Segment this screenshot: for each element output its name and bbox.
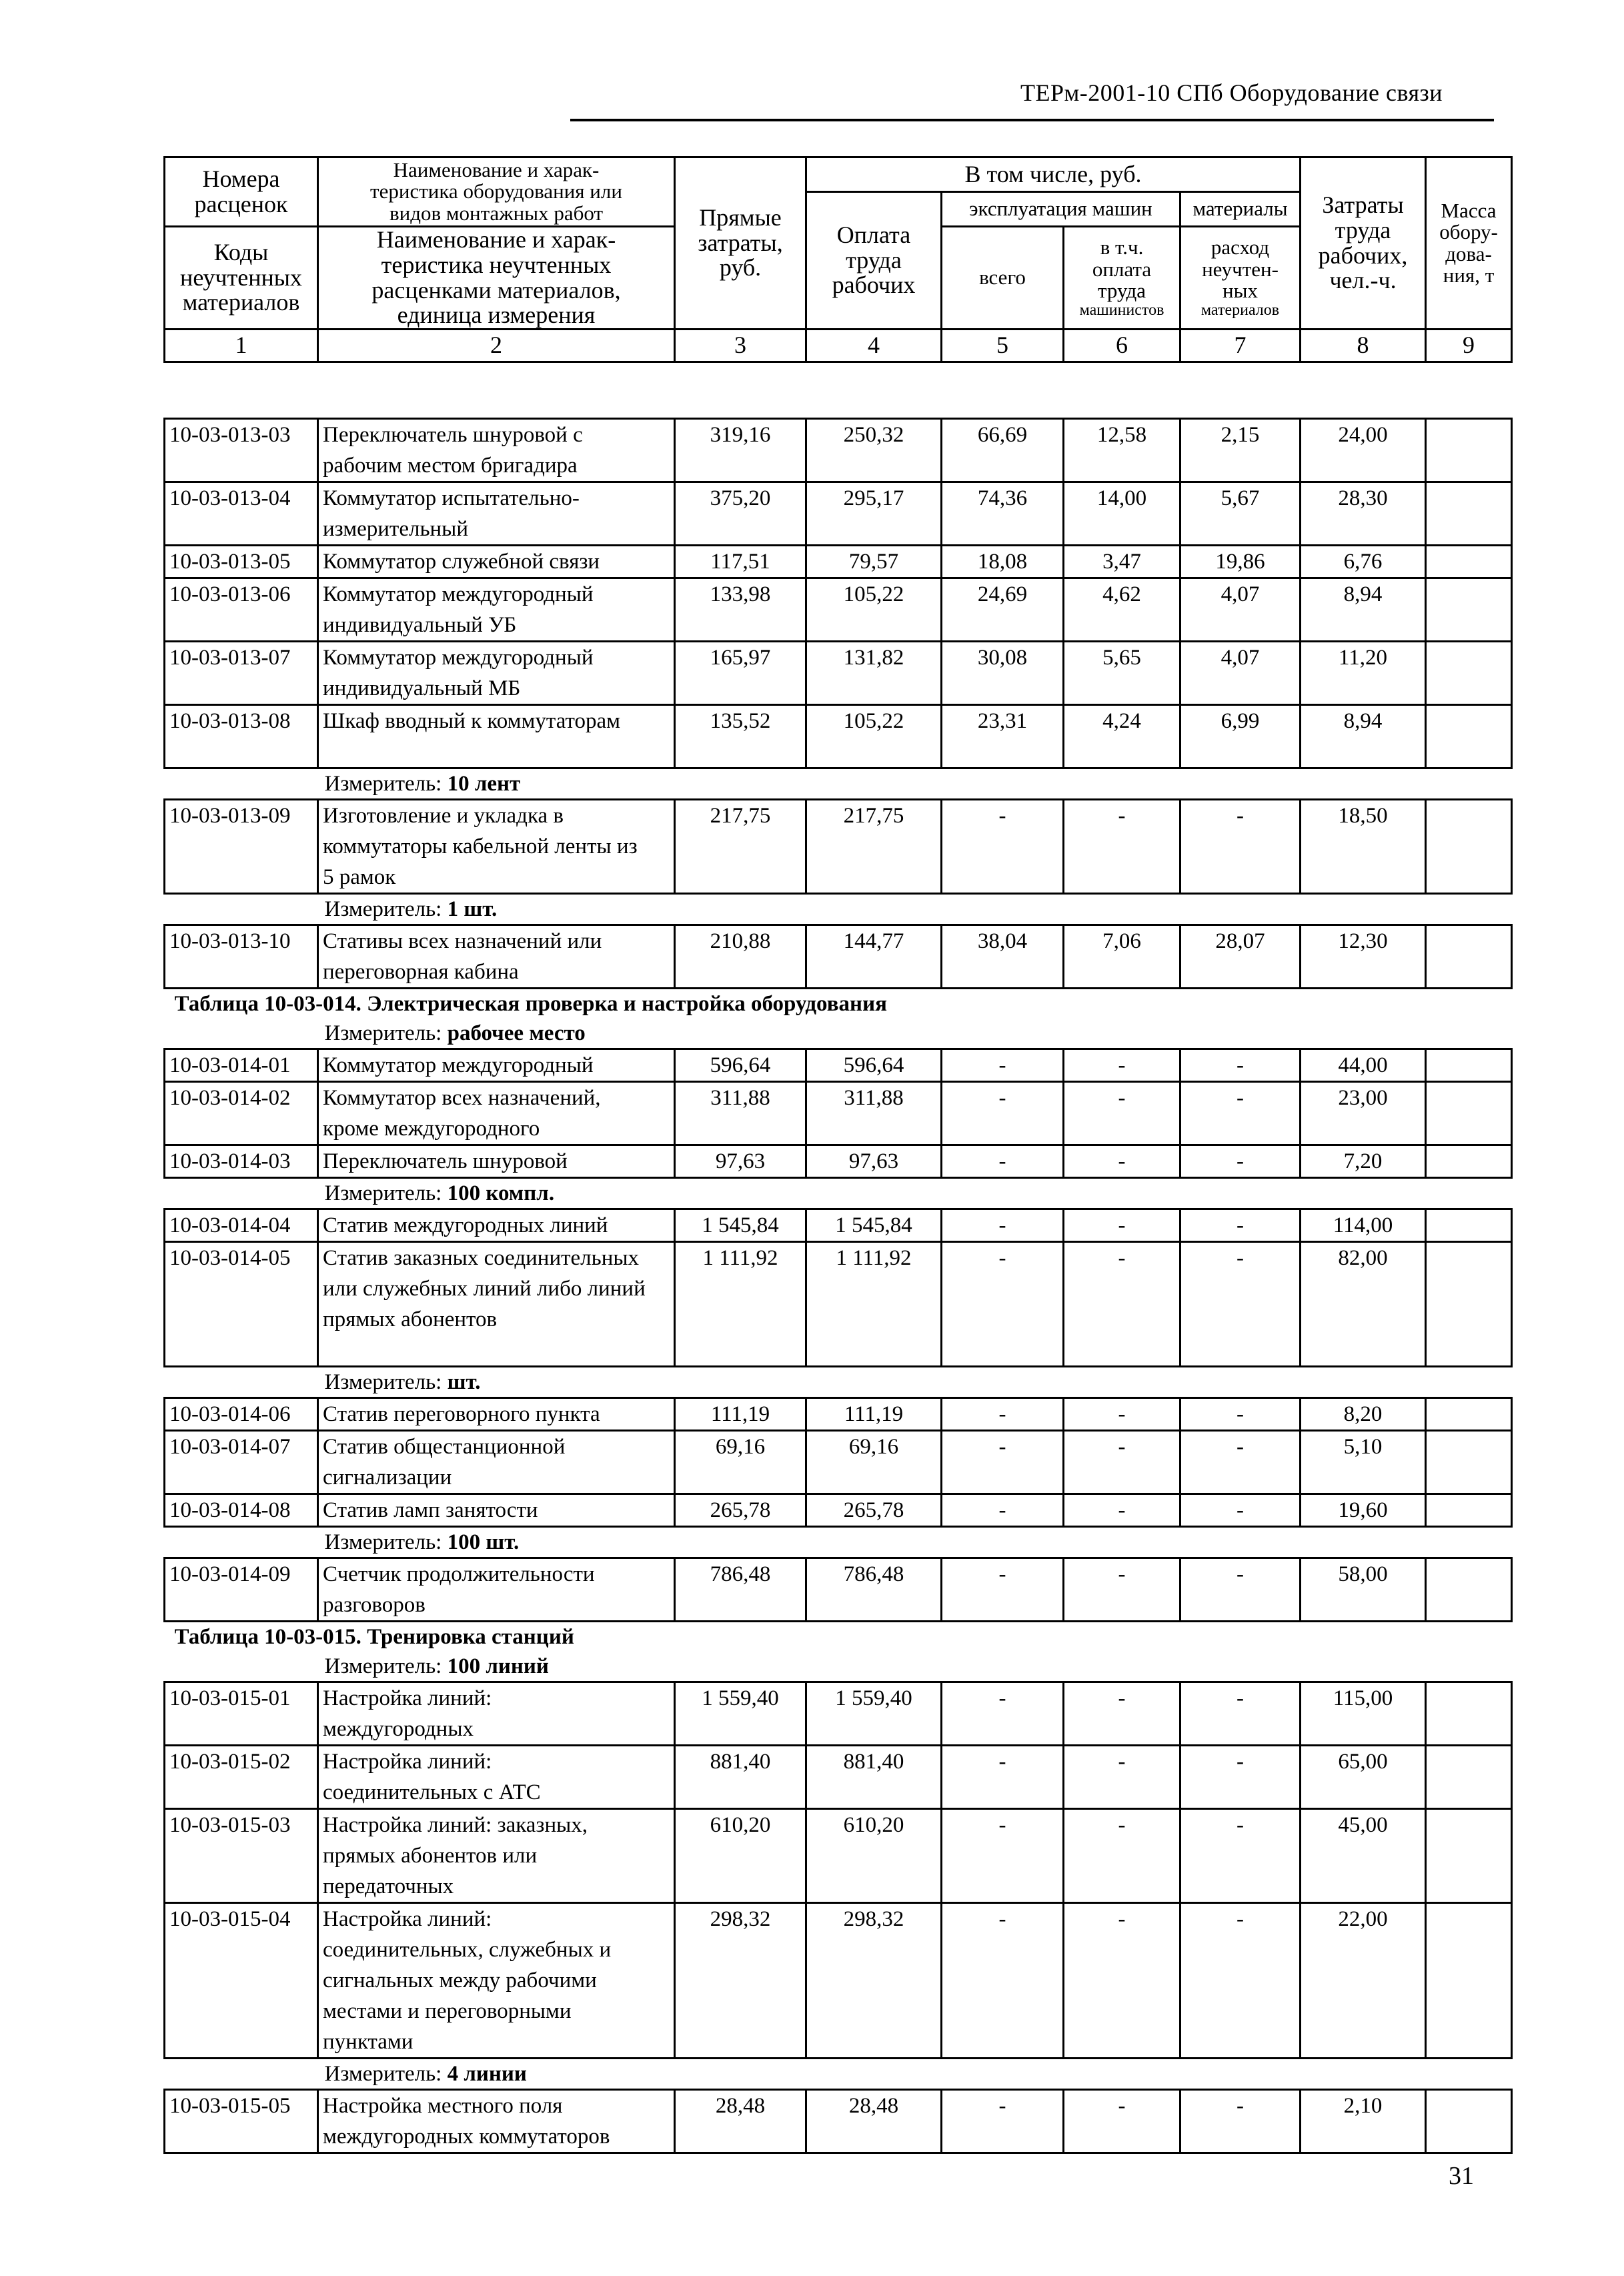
materials-use: - <box>1180 1494 1301 1527</box>
equipment-mass <box>1426 1082 1512 1145</box>
materials-use: - <box>1180 1431 1301 1494</box>
table-row <box>165 1082 1512 1145</box>
machinists-pay: - <box>1064 1494 1180 1527</box>
machinists-pay: - <box>1064 1682 1180 1746</box>
machines-total: - <box>942 1209 1064 1242</box>
labor-hours: 22,00 <box>1301 1903 1426 2059</box>
rate-code: 10-03-014-06 <box>165 1398 318 1431</box>
direct-costs: 1 111,92 <box>675 1242 806 1367</box>
table-spacer <box>165 379 1512 419</box>
machines-total: 66,69 <box>942 419 1064 482</box>
machines-total: - <box>942 1082 1064 1145</box>
table-row <box>165 419 1512 482</box>
unit-of-measure <box>165 1019 1512 1049</box>
machines-total: - <box>942 1682 1064 1746</box>
rate-name: Настройка линий: соединительных с АТС <box>318 1746 675 1809</box>
direct-costs: 217,75 <box>675 800 806 894</box>
labor-hours: 7,20 <box>1301 1145 1426 1178</box>
equipment-mass <box>1426 1809 1512 1903</box>
rate-name: Коммутатор междугородный <box>318 1049 675 1082</box>
machines-total: - <box>942 1903 1064 2059</box>
table-row <box>165 546 1512 578</box>
labor-hours: 115,00 <box>1301 1682 1426 1746</box>
labor-hours: 24,00 <box>1301 419 1426 482</box>
direct-costs: 786,48 <box>675 1558 806 1622</box>
labor-pay: 298,32 <box>806 1903 942 2059</box>
rate-code: 10-03-015-03 <box>165 1809 318 1903</box>
machinists-pay: - <box>1064 1082 1180 1145</box>
header-machines: эксплуатация машин <box>942 192 1180 227</box>
page-number: 31 <box>1449 2162 1474 2190</box>
unit-label: Измеритель: <box>324 772 442 796</box>
rate-code: 10-03-013-03 <box>165 419 318 482</box>
materials-use: - <box>1180 1209 1301 1242</box>
labor-pay: 265,78 <box>806 1494 942 1527</box>
materials-use: - <box>1180 1809 1301 1903</box>
labor-hours: 44,00 <box>1301 1049 1426 1082</box>
direct-costs: 375,20 <box>675 482 806 546</box>
equipment-mass <box>1426 546 1512 578</box>
machines-total: 23,31 <box>942 705 1064 768</box>
labor-hours: 28,30 <box>1301 482 1426 546</box>
equipment-mass <box>1426 2090 1512 2153</box>
machines-total: - <box>942 1145 1064 1178</box>
unit-of-measure <box>165 894 1512 925</box>
rate-name: Коммутатор всех назначений, кроме междугородного <box>318 1082 675 1145</box>
unit-value: 10 лент <box>447 772 521 796</box>
direct-costs: 111,19 <box>675 1398 806 1431</box>
direct-costs: 117,51 <box>675 546 806 578</box>
machines-total: - <box>942 2090 1064 2153</box>
materials-use: - <box>1180 1903 1301 2059</box>
unit-label: Измеритель: <box>324 2062 442 2086</box>
equipment-mass <box>1426 1431 1512 1494</box>
direct-costs: 28,48 <box>675 2090 806 2153</box>
header-column-numbers: 1 2 3 4 5 6 7 8 9 <box>165 330 1512 362</box>
unit-value: 100 компл. <box>447 1181 555 1205</box>
unit-label: Измеритель: <box>324 897 442 921</box>
rate-name: Шкаф вводный к коммутаторам <box>318 705 675 768</box>
rate-code: 10-03-013-05 <box>165 546 318 578</box>
header-name-top: Наименование и харак- теристика оборудования или видов монтажных работ <box>318 157 675 227</box>
header-including: В том числе, руб. <box>806 157 1301 192</box>
machines-total: - <box>942 1242 1064 1367</box>
materials-use: - <box>1180 1049 1301 1082</box>
labor-pay: 105,22 <box>806 578 942 642</box>
table-row <box>165 642 1512 705</box>
labor-pay: 97,63 <box>806 1145 942 1178</box>
unit-value: рабочее место <box>447 1021 586 1045</box>
labor-hours: 114,00 <box>1301 1209 1426 1242</box>
header-labor-hours: Затраты труда рабочих, чел.-ч. <box>1301 157 1426 330</box>
machinists-pay: - <box>1064 1209 1180 1242</box>
machines-total: 18,08 <box>942 546 1064 578</box>
direct-costs: 881,40 <box>675 1746 806 1809</box>
machines-total: 30,08 <box>942 642 1064 705</box>
header-machines-total: всего <box>942 227 1064 330</box>
equipment-mass <box>1426 1145 1512 1178</box>
rate-code: 10-03-013-09 <box>165 800 318 894</box>
unit-of-measure <box>165 1652 1512 1682</box>
labor-pay: 311,88 <box>806 1082 942 1145</box>
unit-value: 1 шт. <box>447 897 498 921</box>
equipment-mass <box>1426 642 1512 705</box>
labor-pay: 786,48 <box>806 1558 942 1622</box>
materials-use: 5,67 <box>1180 482 1301 546</box>
machinists-pay: - <box>1064 1431 1180 1494</box>
machinists-pay: 4,24 <box>1064 705 1180 768</box>
table-row <box>165 2090 1512 2153</box>
materials-use: - <box>1180 1558 1301 1622</box>
machines-total: 24,69 <box>942 578 1064 642</box>
materials-use: 19,86 <box>1180 546 1301 578</box>
equipment-mass <box>1426 800 1512 894</box>
labor-pay: 111,19 <box>806 1398 942 1431</box>
equipment-mass <box>1426 705 1512 768</box>
materials-use: - <box>1180 1398 1301 1431</box>
materials-use: 2,15 <box>1180 419 1301 482</box>
unit-label: Измеритель: <box>324 1370 442 1394</box>
labor-hours: 65,00 <box>1301 1746 1426 1809</box>
table-row <box>165 1398 1512 1431</box>
direct-costs: 265,78 <box>675 1494 806 1527</box>
machines-total: - <box>942 1431 1064 1494</box>
direct-costs: 319,16 <box>675 419 806 482</box>
equipment-mass <box>1426 1746 1512 1809</box>
direct-costs: 610,20 <box>675 1809 806 1903</box>
labor-pay: 131,82 <box>806 642 942 705</box>
table-caption: Таблица 10-03-015. Тренировка станций <box>174 1625 574 1649</box>
rate-name: Стативы всех назначений или переговорная кабина <box>318 925 675 989</box>
table-row <box>165 1494 1512 1527</box>
direct-costs: 97,63 <box>675 1145 806 1178</box>
unit-value: 4 линии <box>447 2062 527 2086</box>
unit-of-measure <box>165 1178 1512 1209</box>
rate-code: 10-03-013-06 <box>165 578 318 642</box>
rate-name: Переключатель шнуровой с рабочим местом бригадира <box>318 419 675 482</box>
table-caption: Таблица 10-03-014. Электрическая проверка и настройка оборудования <box>174 992 887 1016</box>
equipment-mass <box>1426 419 1512 482</box>
table-row <box>165 1431 1512 1494</box>
direct-costs: 1 559,40 <box>675 1682 806 1746</box>
rate-name: Настройка линий: междугородных <box>318 1682 675 1746</box>
labor-hours: 6,76 <box>1301 546 1426 578</box>
materials-use: 4,07 <box>1180 578 1301 642</box>
equipment-mass <box>1426 925 1512 989</box>
rate-code: 10-03-014-04 <box>165 1209 318 1242</box>
labor-pay: 28,48 <box>806 2090 942 2153</box>
labor-hours: 18,50 <box>1301 800 1426 894</box>
rate-code: 10-03-014-08 <box>165 1494 318 1527</box>
rate-code: 10-03-013-08 <box>165 705 318 768</box>
header-name-bottom: Наименование и харак- теристика неучтенных расценками материалов, единица измерения <box>318 227 675 330</box>
table-row <box>165 705 1512 768</box>
table-row <box>165 1558 1512 1622</box>
unit-label: Измеритель: <box>324 1181 442 1205</box>
direct-costs: 210,88 <box>675 925 806 989</box>
materials-use: - <box>1180 1682 1301 1746</box>
labor-pay: 610,20 <box>806 1809 942 1903</box>
rate-name: Переключатель шнуровой <box>318 1145 675 1178</box>
labor-hours: 11,20 <box>1301 642 1426 705</box>
direct-costs: 69,16 <box>675 1431 806 1494</box>
machinists-pay: - <box>1064 800 1180 894</box>
rates-table <box>163 379 1513 2154</box>
header-materials: материалы <box>1180 192 1301 227</box>
unit-of-measure <box>165 2059 1512 2090</box>
labor-hours: 23,00 <box>1301 1082 1426 1145</box>
labor-pay: 1 545,84 <box>806 1209 942 1242</box>
unit-label: Измеритель: <box>324 1021 442 1045</box>
machinists-pay: - <box>1064 1558 1180 1622</box>
direct-costs: 135,52 <box>675 705 806 768</box>
machines-total: - <box>942 1494 1064 1527</box>
equipment-mass <box>1426 1242 1512 1367</box>
materials-use: - <box>1180 1746 1301 1809</box>
labor-hours: 8,94 <box>1301 578 1426 642</box>
header-mass: Масса обору- дова- ния, т <box>1426 157 1512 330</box>
table-row <box>165 1049 1512 1082</box>
equipment-mass <box>1426 1398 1512 1431</box>
machinists-pay: - <box>1064 1746 1180 1809</box>
equipment-mass <box>1426 1682 1512 1746</box>
rate-name: Коммутатор междугородный индивидуальный МБ <box>318 642 675 705</box>
unit-of-measure <box>165 1367 1512 1398</box>
labor-pay: 250,32 <box>806 419 942 482</box>
rate-name: Статив переговорного пункта <box>318 1398 675 1431</box>
table-row <box>165 1746 1512 1809</box>
header-codes-top: Номера расценок <box>165 157 318 227</box>
unit-of-measure <box>165 1527 1512 1558</box>
machines-total: - <box>942 1746 1064 1809</box>
equipment-mass <box>1426 1903 1512 2059</box>
machinists-pay: - <box>1064 1809 1180 1903</box>
table-row <box>165 1903 1512 2059</box>
machines-total: 74,36 <box>942 482 1064 546</box>
rate-code: 10-03-013-04 <box>165 482 318 546</box>
machinists-pay: 14,00 <box>1064 482 1180 546</box>
table-row <box>165 925 1512 989</box>
table-row <box>165 482 1512 546</box>
direct-costs: 298,32 <box>675 1903 806 2059</box>
machines-total: - <box>942 1809 1064 1903</box>
table-row <box>165 578 1512 642</box>
machinists-pay: - <box>1064 1049 1180 1082</box>
machinists-pay: 12,58 <box>1064 419 1180 482</box>
machinists-pay: 4,62 <box>1064 578 1180 642</box>
labor-hours: 45,00 <box>1301 1809 1426 1903</box>
unit-value: 100 линий <box>447 1654 549 1678</box>
rate-code: 10-03-015-02 <box>165 1746 318 1809</box>
materials-use: 6,99 <box>1180 705 1301 768</box>
equipment-mass <box>1426 1558 1512 1622</box>
rate-code: 10-03-014-09 <box>165 1558 318 1622</box>
rate-name: Изготовление и укладка в коммутаторы кабельной ленты из 5 рамок <box>318 800 675 894</box>
direct-costs: 133,98 <box>675 578 806 642</box>
rate-name: Статив заказных соединительных или служебных линий либо линий прямых абонентов <box>318 1242 675 1367</box>
table-row <box>165 1809 1512 1903</box>
machinists-pay: - <box>1064 2090 1180 2153</box>
rate-name: Статив междугородных линий <box>318 1209 675 1242</box>
equipment-mass <box>1426 482 1512 546</box>
materials-use: - <box>1180 2090 1301 2153</box>
header-machinists-pay: в т.ч. оплата труда машинистов <box>1064 227 1180 330</box>
labor-pay: 596,64 <box>806 1049 942 1082</box>
labor-hours: 5,10 <box>1301 1431 1426 1494</box>
direct-costs: 1 545,84 <box>675 1209 806 1242</box>
rate-code: 10-03-013-07 <box>165 642 318 705</box>
direct-costs: 311,88 <box>675 1082 806 1145</box>
rate-name: Настройка линий: соединительных, служебных и сигнальных между рабочими местами и переговорными пунктами <box>318 1903 675 2059</box>
materials-use: - <box>1180 1145 1301 1178</box>
unit-label: Измеритель: <box>324 1530 442 1554</box>
direct-costs: 165,97 <box>675 642 806 705</box>
equipment-mass <box>1426 1049 1512 1082</box>
labor-pay: 1 111,92 <box>806 1242 942 1367</box>
rate-code: 10-03-015-05 <box>165 2090 318 2153</box>
machinists-pay: - <box>1064 1398 1180 1431</box>
machinists-pay: - <box>1064 1145 1180 1178</box>
rate-name: Настройка местного поля междугородных коммутаторов <box>318 2090 675 2153</box>
rate-name: Настройка линий: заказных, прямых абонентов или передаточных <box>318 1809 675 1903</box>
rate-name: Статив общестанционной сигнализации <box>318 1431 675 1494</box>
header-labor-pay: Оплата труда рабочих <box>806 192 942 330</box>
document-title: ТЕРм-2001-10 СПб Оборудование связи <box>1020 79 1443 106</box>
labor-hours: 2,10 <box>1301 2090 1426 2153</box>
table-header <box>163 156 1513 363</box>
materials-use: 4,07 <box>1180 642 1301 705</box>
header-codes-bottom: Коды неучтенных материалов <box>165 227 318 330</box>
machines-total: - <box>942 1049 1064 1082</box>
labor-pay: 217,75 <box>806 800 942 894</box>
materials-use: 28,07 <box>1180 925 1301 989</box>
materials-use: - <box>1180 800 1301 894</box>
equipment-mass <box>1426 1494 1512 1527</box>
equipment-mass <box>1426 1209 1512 1242</box>
labor-hours: 58,00 <box>1301 1558 1426 1622</box>
labor-pay: 79,57 <box>806 546 942 578</box>
labor-pay: 881,40 <box>806 1746 942 1809</box>
machines-total: - <box>942 1558 1064 1622</box>
unit-label: Измеритель: <box>324 1654 442 1678</box>
rate-name: Коммутатор служебной связи <box>318 546 675 578</box>
equipment-mass <box>1426 578 1512 642</box>
unit-of-measure <box>165 768 1512 800</box>
machines-total: - <box>942 800 1064 894</box>
rate-code: 10-03-014-02 <box>165 1082 318 1145</box>
labor-pay: 105,22 <box>806 705 942 768</box>
machinists-pay: 5,65 <box>1064 642 1180 705</box>
labor-pay: 1 559,40 <box>806 1682 942 1746</box>
machinists-pay: 7,06 <box>1064 925 1180 989</box>
machines-total: 38,04 <box>942 925 1064 989</box>
labor-pay: 295,17 <box>806 482 942 546</box>
rate-code: 10-03-015-04 <box>165 1903 318 2059</box>
rate-name: Счетчик продолжительности разговоров <box>318 1558 675 1622</box>
table-row <box>165 1682 1512 1746</box>
table-row <box>165 800 1512 894</box>
labor-hours: 12,30 <box>1301 925 1426 989</box>
rate-code: 10-03-014-05 <box>165 1242 318 1367</box>
header-direct-costs: Прямые затраты, руб. <box>675 157 806 330</box>
labor-pay: 69,16 <box>806 1431 942 1494</box>
table-row <box>165 1242 1512 1367</box>
direct-costs: 596,64 <box>675 1049 806 1082</box>
rate-code: 10-03-014-07 <box>165 1431 318 1494</box>
labor-hours: 82,00 <box>1301 1242 1426 1367</box>
machines-total: - <box>942 1398 1064 1431</box>
machinists-pay: 3,47 <box>1064 546 1180 578</box>
title-underline <box>570 119 1494 121</box>
materials-use: - <box>1180 1242 1301 1367</box>
rate-name: Коммутатор междугородный индивидуальный УБ <box>318 578 675 642</box>
rate-code: 10-03-014-03 <box>165 1145 318 1178</box>
machinists-pay: - <box>1064 1903 1180 2059</box>
rate-name: Статив ламп занятости <box>318 1494 675 1527</box>
rate-name: Коммутатор испытательно- измерительный <box>318 482 675 546</box>
rate-code: 10-03-013-10 <box>165 925 318 989</box>
rate-code: 10-03-014-01 <box>165 1049 318 1082</box>
rate-code: 10-03-015-01 <box>165 1682 318 1746</box>
labor-hours: 19,60 <box>1301 1494 1426 1527</box>
unit-value: шт. <box>447 1370 481 1394</box>
unit-value: 100 шт. <box>447 1530 520 1554</box>
table-row <box>165 1145 1512 1178</box>
labor-hours: 8,20 <box>1301 1398 1426 1431</box>
table-row <box>165 1209 1512 1242</box>
labor-pay: 144,77 <box>806 925 942 989</box>
labor-hours: 8,94 <box>1301 705 1426 768</box>
machinists-pay: - <box>1064 1242 1180 1367</box>
header-materials-use: расход неучтен- ных материалов <box>1180 227 1301 330</box>
materials-use: - <box>1180 1082 1301 1145</box>
